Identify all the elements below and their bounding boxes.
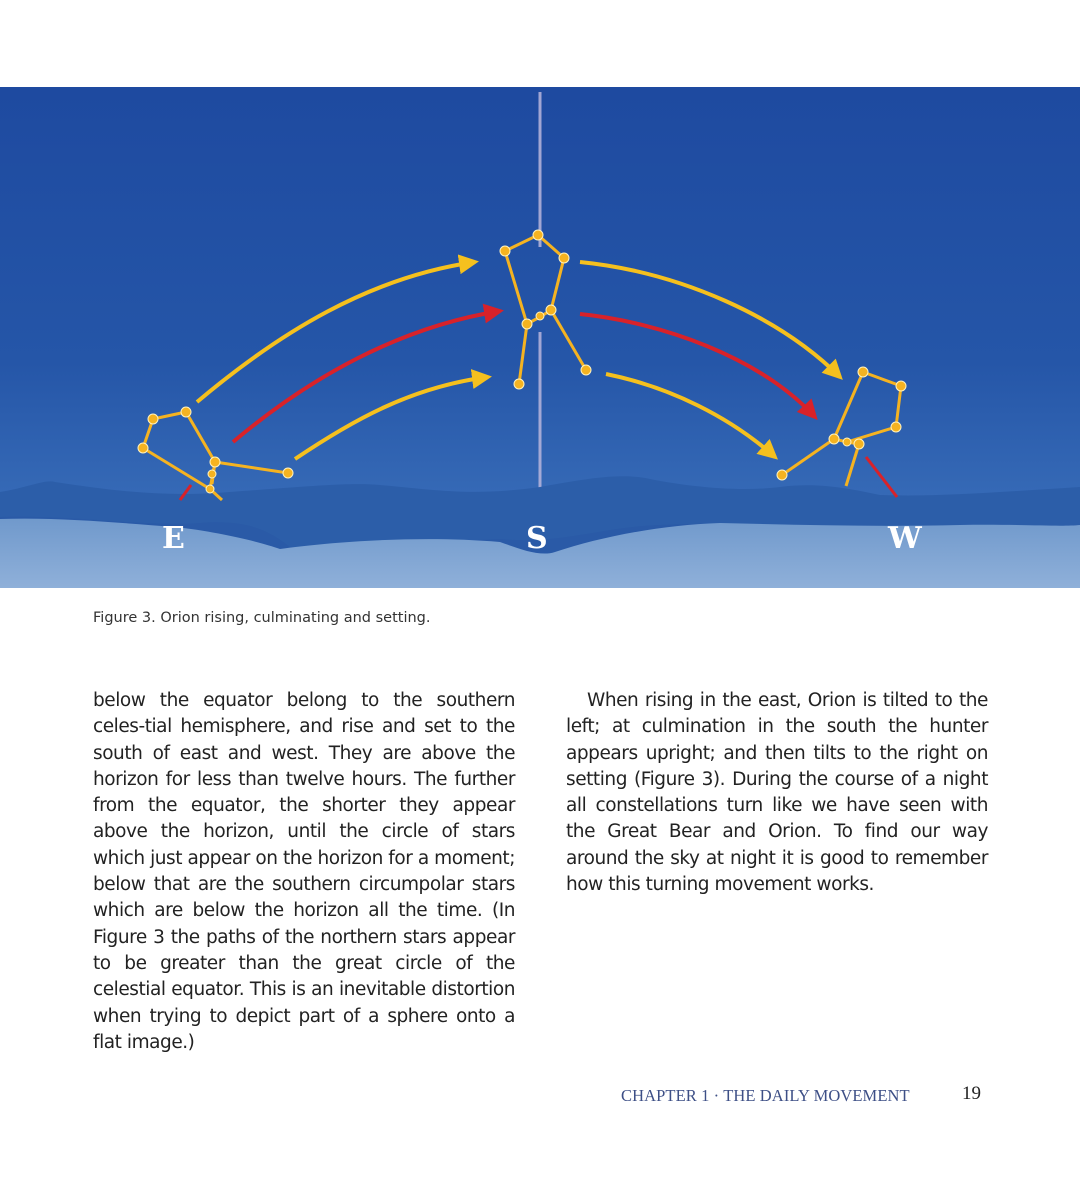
orion-illustration bbox=[0, 87, 1080, 588]
compass-east: E bbox=[162, 521, 185, 556]
compass-west: W bbox=[888, 521, 922, 556]
orion-figure bbox=[0, 87, 1080, 588]
running-head: CHAPTER 1 · THE DAILY MOVEMENT bbox=[621, 1086, 910, 1105]
paragraph-left: below the equator belong to the southern celes-tial hemisphere, and rise and set to the south of east and west. They are above the horizon for less than twelve hours. The further from the equator, the shorter they appear above the horizon, until the circle of stars which just appear on the horizon for a moment; below that are the southern circumpolar stars which are below the horizon all the time. (In Figure 3 the paths of the northern stars appear to be greater than the great circle of the celestial equator. This is an inevitable distortion when trying to depict part of a sphere onto a flat image.) bbox=[93, 690, 515, 1053]
page-number: 19 bbox=[962, 1083, 981, 1104]
paragraph-right: When rising in the east, Orion is tilted to the left; at culmination in the south the hunter appears upright; and then tilts to the right on setting (Figure 3). During the course of a night all constellations turn like we have seen with the Great Bear and Orion. To find our way around the sky at night it is good to remember how this turning movement works. bbox=[566, 690, 988, 896]
body-column-right bbox=[566, 688, 988, 898]
compass-south: S bbox=[526, 521, 548, 556]
figure-caption: Figure 3. Orion rising, culminating and setting. bbox=[93, 610, 431, 626]
body-column-left bbox=[93, 688, 515, 1056]
